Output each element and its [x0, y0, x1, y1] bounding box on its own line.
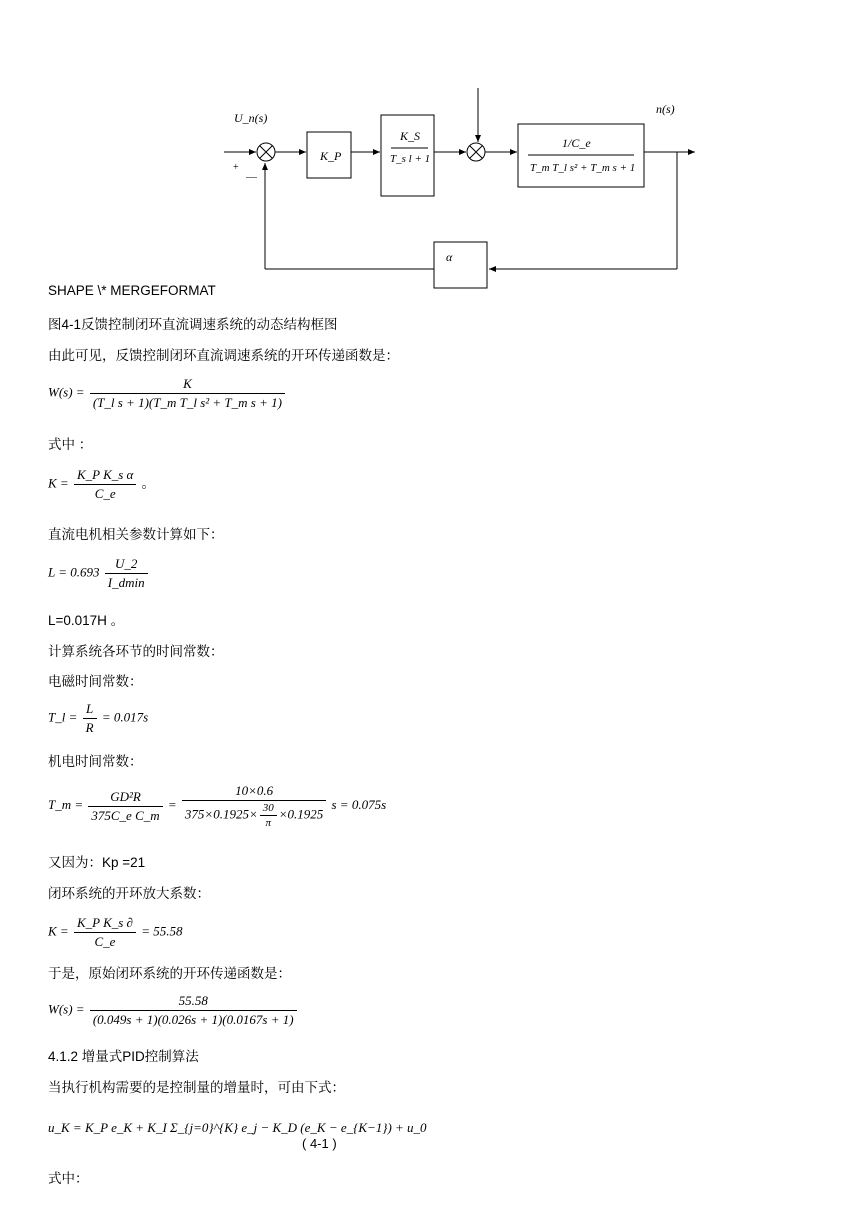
- equation-final-tf: W(s) = $\frac{55.58}{(0.049s + 1)(0.026s + 1)(0.0167s + 1)}$: [48, 993, 299, 1028]
- equation-Tl: T_l = $\frac{L}{R}$ = 0.017s: [48, 701, 149, 735]
- paragraph-where-2: 式中：: [48, 1171, 89, 1186]
- heading-pid: 4.1.2 增量式PID控制算法: [48, 1049, 199, 1064]
- equation-open-loop-tf: W(s) = $\frac{K}{\text{(T\_l s + 1)(T\_m T\_l s² + T\_m s + 1)}}$: [48, 376, 287, 411]
- equation-number: ( 4-1 ): [302, 1136, 337, 1151]
- summing-junction-2: [467, 143, 485, 161]
- feedback-block-label: α: [446, 250, 453, 264]
- motor-block-den: T_m T_l s² + T_m s + 1: [530, 162, 636, 174]
- paragraph-em-time: 电磁时间常数：: [48, 674, 143, 689]
- paragraph-time-consts: 计算系统各环节的时间常数：: [48, 644, 224, 659]
- plus-sign: +: [233, 162, 239, 173]
- paragraph-mech-time: 机电时间常数：: [48, 754, 143, 769]
- equation-inductance: L = 0.693 $\frac{U\_2}{I\_dmin}$: [48, 556, 150, 591]
- equation-gain-K: K = $\frac{\text{K\_P K\_s α}}{C\_e}$ 。: [48, 467, 155, 501]
- paragraph-kp: 又因为：Kp =21: [48, 855, 146, 870]
- minus-sign: —: [246, 171, 257, 183]
- paragraph-motor-params: 直流电机相关参数计算如下：: [48, 527, 224, 542]
- paragraph-pid-intro: 当执行机构需要的是控制量的增量时，可由下式：: [48, 1080, 345, 1095]
- paragraph-L-value: L=0.017H 。: [48, 613, 125, 628]
- feedback-block: [434, 242, 487, 288]
- paragraph-open-loop: 由此可见，反馈控制闭环直流调速系统的开环传递函数是：: [48, 348, 399, 363]
- input-label: U_n(s): [234, 111, 268, 125]
- paragraph-where-1: 式中 ：: [48, 437, 93, 452]
- figure-caption: 图4-1反馈控制闭环直流调速系统的动态结构框图: [48, 317, 338, 332]
- motor-block-num: 1/C_e: [562, 136, 591, 150]
- paragraph-result: 于是，原始闭环系统的开环传递函数是：: [48, 966, 291, 981]
- paragraph-gain: 闭环系统的开环放大系数：: [48, 886, 210, 901]
- summing-junction-1: [257, 143, 275, 161]
- kp-block-label: K_P: [320, 149, 342, 163]
- shape-field-code: SHAPE \* MERGEFORMAT: [48, 283, 216, 298]
- ks-block-den: T_s l + 1: [390, 153, 431, 165]
- output-label: n(s): [656, 102, 675, 116]
- block-diagram: [0, 0, 868, 300]
- equation-gain-value: K = $\frac{\text{K\_P K\_s ∂}}{C\_e}$ = 55.58: [48, 915, 183, 949]
- equation-incremental-pid: u_K = K_P e_K + K_I Σ_{j=0}^{K} e_j − K_D (e_K − e_{K−1}) + u_0: [48, 1120, 427, 1135]
- equation-Tm: T_m = $\frac{\text{GD²R}}{\text{375C\_e C\_m}}$ = 10×0.6 375×0.1925× $\frac{30}{\pi}$ ×0.1925 s = 0.075s: [48, 783, 387, 829]
- ks-block-num: K_S: [400, 129, 421, 143]
